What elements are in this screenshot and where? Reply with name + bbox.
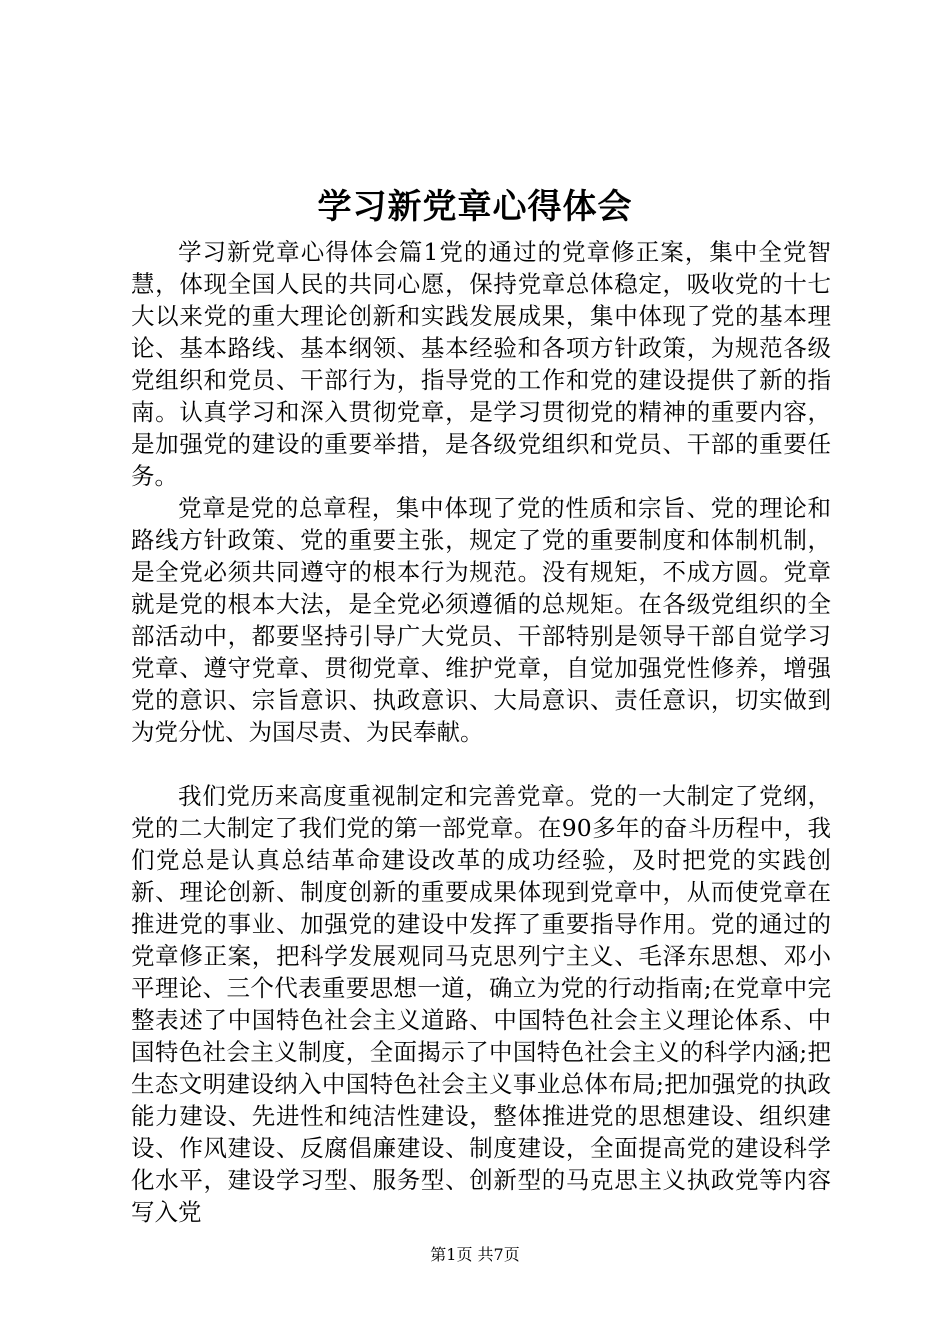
paragraph-3: 我们党历来高度重视制定和完善党章。党的一大制定了党纲，党的二大制定了我们党的第一部党章。在90多年的奋斗历程中，我们党总是认真总结革命建设改革的成功经验，及时把党的实践创新、理论创新、制度创新的重要成果体现到党章中，从而使党章在推进党的事业、加强党的建设中发挥了重要指导作用。党的通过的党章修正案，把科学发展观同马克思列宁主义、毛泽东思想、邓小平理论、三个代表重要思想一道，确立为党的行动指南;在党章中完整表述了中国特色社会主义道路、中国特色社会主义理论体系、中国特色社会主义制度，全面揭示了中国特色社会主义的科学内涵;把生态文明建设纳入中国特色社会主义事业总体布局;把加强党的执政能力建设、先进性和纯洁性建设，整体推进党的思想建设、组织建设、作风建设、反腐倡廉建设、制度建设，全面提高党的建设科学化水平，建设学习型、服务型、创新型的马克思主义执政党等内容写入党	[131, 782, 831, 1226]
document-title: 学习新党章心得体会	[317, 187, 633, 227]
paragraph-2: 党章是党的总章程，集中体现了党的性质和宗旨、党的理论和路线方针政策、党的重要主张，规定了党的重要制度和体制机制，是全党必须共同遵守的根本行为规范。没有规矩，不成方圆。党章就是党的根本大法，是全党必须遵循的总规矩。在各级党组织的全部活动中，都要坚持引导广大党员、干部特别是领导干部自觉学习党章、遵守党章、贯彻党章、维护党章，自觉加强党性修养，增强党的意识、宗旨意识、执政意识、大局意识、责任意识，切实做到为党分忧、为国尽责、为民奉献。	[131, 494, 831, 746]
paragraph-1: 学习新党章心得体会篇1党的通过的党章修正案，集中全党智慧，体现全国人民的共同心愿，保持党章总体稳定，吸收党的十七大以来党的重大理论创新和实践发展成果，集中体现了党的基本理论、基本路线、基本纲领、基本经验和各项方针政策，为规范各级党组织和党员、干部行为，指导党的工作和党的建设提供了新的指南。认真学习和深入贯彻党章，是学习贯彻党的精神的重要内容，是加强党的建设的重要举措，是各级党组织和党员、干部的重要任务。	[131, 238, 831, 490]
page-number-footer: 第1页 共7页	[430, 1245, 520, 1264]
document-body	[131, 236, 831, 1228]
